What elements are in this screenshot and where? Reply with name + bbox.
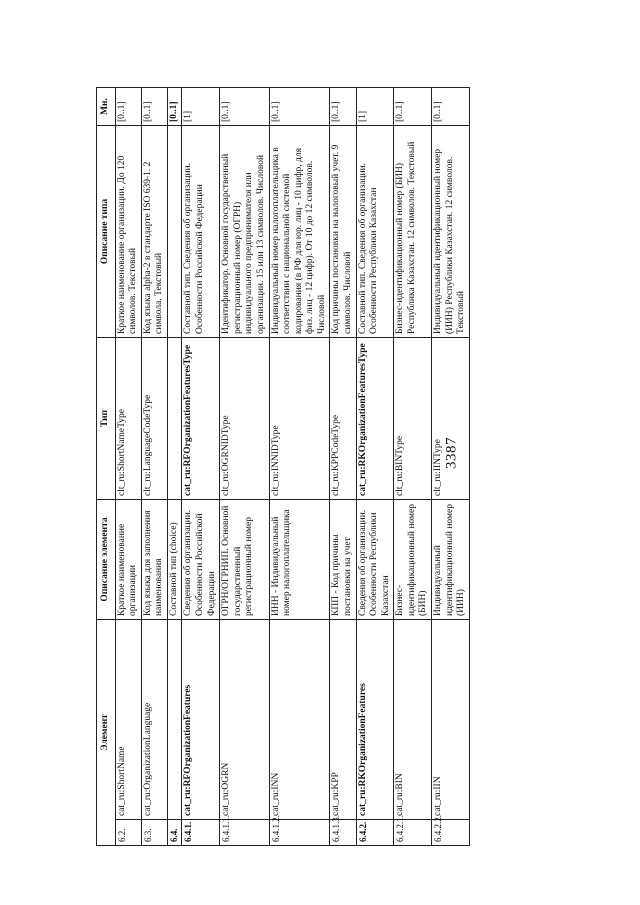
element-type: clt_ru:LanguageCodeType	[141, 337, 167, 499]
element-type	[167, 337, 182, 499]
element-type: cat_ru:RFOrganizationFeaturesType	[182, 337, 220, 499]
element-type: clt_ru:KPPCodeType	[330, 337, 356, 499]
element-description: Бизнес-идентификационный номер (БИН)	[394, 499, 432, 619]
element-name: cat_ru:INN	[269, 619, 330, 819]
type-description: Краткое наименование организации. До 120 символов. Текстовый	[115, 125, 141, 337]
header-element: Элемент	[97, 619, 116, 845]
type-description: Идентификатор. Основной государственный регистрационный номер (ОГРН) индивидуального предпринимателя или организации. 15 или 13 символов. Числовой	[220, 125, 269, 337]
element-name: cat_ru:OrganizationLanguage	[141, 619, 167, 819]
table-row	[356, 87, 394, 845]
row-number: 6.4.2.2.	[432, 820, 470, 846]
table-row	[182, 87, 220, 845]
element-description: КПП - Код причины постановки на учет	[330, 499, 356, 619]
multiplicity: [0..1]	[115, 87, 141, 125]
multiplicity: [1]	[182, 87, 220, 125]
type-description: Бизнес-идентификационный номер (БИН) Республика Казахстан. 12 символов. Текстовый	[394, 125, 432, 337]
multiplicity: [0..1]	[432, 87, 470, 125]
table-row	[394, 87, 432, 845]
multiplicity: [0..1]	[141, 87, 167, 125]
element-description: Код языка для заполнения наименования	[141, 499, 167, 619]
element-description: Индивидуальный идентификационный номер (ИИН)	[432, 499, 470, 619]
element-type: clt_ru:ShortNameType	[115, 337, 141, 499]
multiplicity: [0..1]	[269, 87, 330, 125]
type-description: Код причины постановки на налоговый учет. 9 символов. Числовой	[330, 125, 356, 337]
element-type: clt_ru:BINType	[394, 337, 432, 499]
table-row	[115, 87, 141, 845]
type-description: Составной тип. Сведения об организации. Особенности Республики Казахстан	[356, 125, 394, 337]
type-description: Индивидуальный номер налогоплательщика в соответствии с национальной системой кодирования (в РФ для юр. лиц - 10 цифр, для физ. лиц - 12 цифр). От 10 до 12 символов. Числовой	[269, 125, 330, 337]
element-description: Сведения об организации. Особенности Российской Федерации	[182, 499, 220, 619]
element-type: clt_ru:IINType	[432, 337, 470, 499]
table-row	[167, 87, 182, 845]
element-name: cat_ru:OGRN	[220, 619, 269, 819]
row-number: 6.4.1.3.	[330, 820, 356, 846]
type-description	[167, 125, 182, 337]
type-description: Составной тип. Сведения об организации. Особенности Российской Федерации	[182, 125, 220, 337]
multiplicity: [0..1]	[330, 87, 356, 125]
type-description: Код языка alpha-2 в стандарте ISO 639-1. 2 символа. Текстовый	[141, 125, 167, 337]
row-number: 6.4.1.1.	[220, 820, 269, 846]
type-description: Индивидуальный идентификационный номер (ИИН) Республики Казахстан. 12 символов. Текстовый	[432, 125, 470, 337]
multiplicity: [0..1]	[220, 87, 269, 125]
element-name: cat_ru:RKOrganizationFeatures	[356, 619, 394, 819]
row-number: 6.4.2.1.	[394, 820, 432, 846]
multiplicity: [0..1]	[394, 87, 432, 125]
element-description: Краткое наименование организации	[115, 499, 141, 619]
rotated-table-container	[96, 88, 550, 846]
row-number: 6.4.1.2.	[269, 820, 330, 846]
element-name: cat_ru:BIN	[394, 619, 432, 819]
element-description: ИНН - Индивидуальный номер налогоплательщика	[269, 499, 330, 619]
element-name: cat_ru:KPP	[330, 619, 356, 819]
element-type: cat_ru:RKOrganizationFeaturesType	[356, 337, 394, 499]
table-row	[330, 87, 356, 845]
element-name	[167, 619, 182, 819]
row-number: 6.2.	[115, 820, 141, 846]
row-number: 6.4.1.	[182, 820, 220, 846]
element-name: cat_ru:IIN	[432, 619, 470, 819]
row-number: 6.4.2.	[356, 820, 394, 846]
element-type: clt_ru:OGRNIDType	[220, 337, 269, 499]
table-row	[141, 87, 167, 845]
element-name: cat_ru:RFOrganizationFeatures	[182, 619, 220, 819]
element-description: ОГРН/ОГРНИП. Основной государственный регистрационный номер	[220, 499, 269, 619]
element-description: Составной тип (choice)	[167, 499, 182, 619]
multiplicity: [1]	[356, 87, 394, 125]
page-number: 3387	[443, 437, 460, 469]
table-row	[220, 87, 269, 845]
element-description: Сведения об организации. Особенности Республики Казахстан	[356, 499, 394, 619]
row-number: 6.4.	[167, 820, 182, 846]
header-type-description: Описание типа	[97, 125, 116, 337]
table-row	[269, 87, 330, 845]
header-element-description: Описание элемента	[97, 499, 116, 619]
multiplicity: [0..1]	[167, 87, 182, 125]
table-row	[432, 87, 470, 845]
element-spec-table	[96, 87, 470, 846]
header-multiplicity: Мн.	[97, 87, 116, 125]
header-type: Тип	[97, 337, 116, 499]
element-name: cat_ru:ShortName	[115, 619, 141, 819]
row-number: 6.3.	[141, 820, 167, 846]
table-header-row	[97, 87, 116, 845]
element-type: clt_ru:INNIDType	[269, 337, 330, 499]
